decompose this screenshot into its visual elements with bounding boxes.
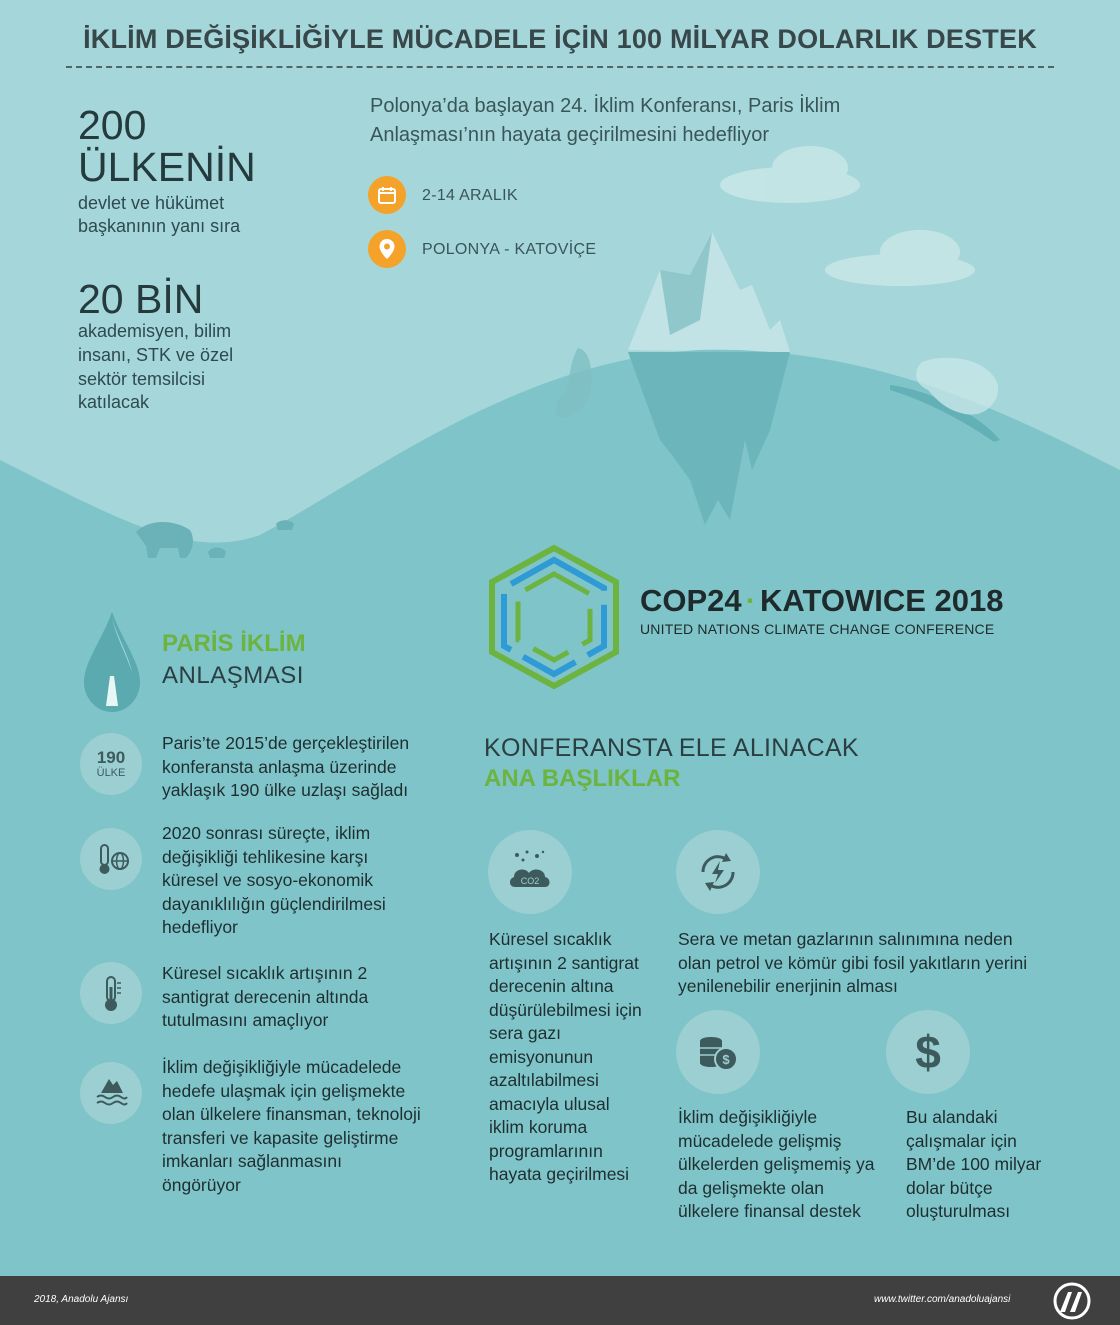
topic-item-3: İklim değişikliğiyle mücadelede gelişmiş ülkelerden gelişmemiş ya da gelişmekte olan ülkelere finansal destek [678, 1107, 875, 1221]
page-title: İKLİM DEĞİŞİKLİĞİYLE MÜCADELE İÇİN 100 MİLYAR DOLARLIK DESTEK [83, 24, 1037, 54]
aa-logo [1052, 1282, 1092, 1320]
people-desc-3: sektör temsilcisi [78, 369, 206, 389]
cop24-name: COP24 [640, 583, 742, 618]
paris-item-1: Paris’te 2015’de gerçekleştirilen konferansta anlaşma üzerinde yaklaşık 190 ülke uzlaşı sağladı [162, 733, 410, 800]
calendar-icon [368, 176, 406, 214]
countries-number: 200 [78, 102, 147, 148]
intro-text [370, 92, 890, 150]
renewable-energy-icon [676, 830, 760, 914]
svg-text:$: $ [722, 1052, 730, 1067]
thermometer-globe-icon [80, 828, 142, 890]
people-desc-2: insanı, STK ve özel [78, 345, 234, 365]
coins-icon [676, 1010, 760, 1094]
countries-desc-2: başkanının yanı sıra [78, 216, 241, 236]
people-desc-1: akademisyen, bilim [78, 321, 232, 341]
thermometer-icon [80, 962, 142, 1024]
topics-title-green: ANA BAŞLIKLAR [484, 765, 681, 792]
badge-number: 190 [96, 748, 126, 767]
paris-title-dark: ANLAŞMASI [162, 662, 304, 689]
cop24-separator: · [745, 583, 756, 618]
cop24-title [640, 583, 1003, 619]
cop24-subtitle: UNITED NATIONS CLIMATE CHANGE CONFERENCE [640, 621, 995, 637]
topic-item-2: Sera ve metan gazlarının salınımına neden olan petrol ve kömür gibi fosil yakıtların yerini yenilenebilir enerjinin alması [678, 929, 1028, 996]
paris-title-green: PARİS İKLİM [162, 630, 306, 657]
topic-item-4: Bu alandaki çalışmalar için BM’de 100 milyar dolar bütçe oluşturulması [906, 1107, 1042, 1221]
co2-badge-text: CO2 [520, 876, 540, 886]
badge-label: ÜLKE [96, 767, 126, 779]
location-label: POLONYA - KATOVİÇE [422, 241, 597, 258]
intro-line-1: Polonya’da başlayan 24. İklim Konferansı, Paris İklim [370, 95, 841, 117]
topic-item-1: Küresel sıcaklık artışının 2 santigrat derecenin altına düşürülebilmesi için sera gazı emisyonunun azaltılabilmesi amacıyla ulusal iklim koruma programlarının hayata geçirilmesi [489, 929, 642, 1184]
dollar-icon: $ [886, 1010, 970, 1094]
melting-iceberg-icon [80, 1062, 142, 1124]
paris-item-2: 2020 sonrası süreçte, iklim değişikliği tehlikesine karşı küresel ve sosyo-ekonomik dayanıklılığın güçlendirilmesi hedefliyor [162, 823, 386, 937]
intro-line-2: Anlaşması’nın hayata geçirilmesini hedefliyor [370, 124, 770, 146]
co2-cloud-icon [488, 830, 572, 914]
water-drop-eiffel-icon [80, 610, 144, 714]
footer-copyright: 2018, Anadolu Ajansı [34, 1294, 129, 1305]
people-desc-4: katılacak [78, 392, 150, 412]
people-number: 20 BİN [78, 276, 204, 322]
190-countries-badge [80, 733, 142, 795]
countries-desc-1: devlet ve hükümet [78, 193, 225, 213]
footer-twitter-link[interactable]: www.twitter.com/anadoluajansi [874, 1294, 1011, 1305]
countries-word: ÜLKENİN [78, 144, 256, 190]
title-divider [66, 66, 1054, 68]
cop24-logo-icon [484, 544, 624, 690]
date-label: 2-14 ARALIK [422, 187, 518, 204]
paris-item-3: Küresel sıcaklık artışının 2 santigrat derecenin altında tutulmasını amaçlıyor [162, 963, 369, 1030]
map-pin-icon [368, 230, 406, 268]
cop24-location-year: KATOWICE 2018 [760, 583, 1004, 618]
topics-title: KONFERANSTA ELE ALINACAK [484, 734, 859, 762]
paris-item-4: İklim değişikliğiyle mücadelede hedefe ulaşmak için gelişmekte olan ülkelere finansman, teknoloji transferi ve kapasite geliştirme imkanları sağlanmasını öngörüyor [162, 1057, 421, 1195]
